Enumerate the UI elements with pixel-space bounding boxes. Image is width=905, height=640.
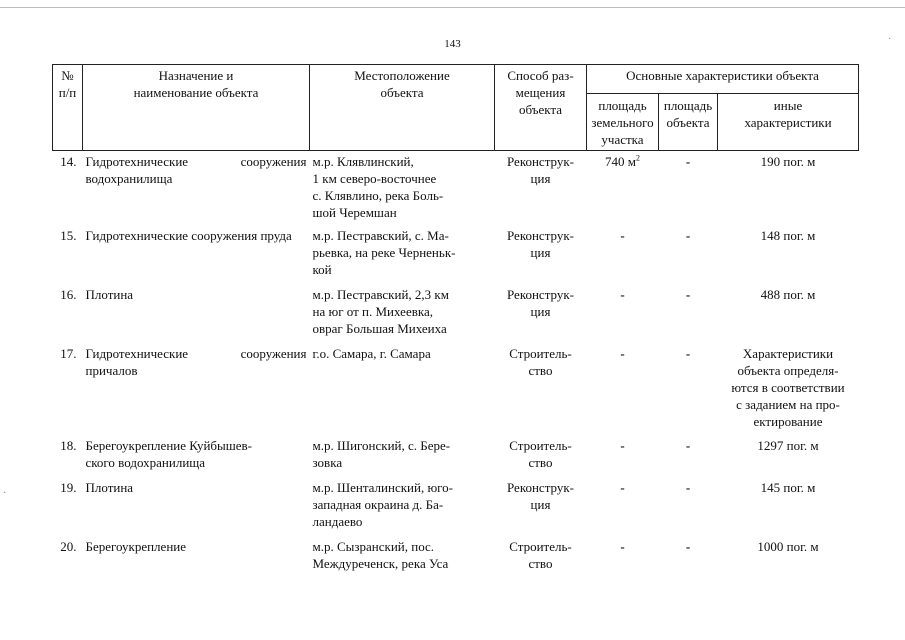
row-object-area: - xyxy=(685,287,691,302)
row-name: Гидротехнические сооружения причалов xyxy=(85,346,307,378)
row-location: м.р. Шенталинский, юго- западная окраина д. Ба- ландаево xyxy=(312,480,453,529)
scan-speck: · xyxy=(3,488,7,499)
row-name: Гидротехнические сооружения водохранилища xyxy=(85,154,307,186)
row-location: м.р. Пестравский, с. Ма- рьевка, на реке Черненьк- кой xyxy=(312,228,456,277)
table-row xyxy=(53,286,859,345)
row-object-area: - xyxy=(685,539,691,554)
row-location: г.о. Самара, г. Самара xyxy=(312,346,431,361)
header-method: Способ раз- мещения объекта xyxy=(495,65,587,151)
header-location: Местоположение объекта xyxy=(310,65,495,151)
row-other: 148 пог. м xyxy=(760,228,816,243)
row-location: м.р. Пестравский, 2,3 км на юг от п. Михеевка, овраг Большая Михеиха xyxy=(312,287,449,336)
row-land-area: - xyxy=(620,539,625,554)
row-location: м.р. Клявлинский, 1 км северо-восточнее с. Клявлино, река Боль- шой Черемшан xyxy=(312,154,444,220)
header-name: Назначение и наименование объекта xyxy=(83,65,310,151)
header-object-area: площадь объекта xyxy=(659,94,718,151)
objects-table xyxy=(52,64,859,572)
table-row xyxy=(53,151,859,228)
table-row xyxy=(53,345,859,437)
row-name: Плотина xyxy=(85,480,134,495)
row-land-area: - xyxy=(620,228,625,243)
row-land-area: - xyxy=(620,287,625,302)
row-name: Берегоукрепление Куйбышев- ского водохранилища xyxy=(85,438,252,470)
row-number: 16. xyxy=(60,287,77,302)
row-other: Характеристики объекта определя- ются в соответствии с заданием на про- ектирование xyxy=(731,346,845,429)
row-method: Реконструк- ция xyxy=(506,480,575,512)
row-land-area: - xyxy=(620,346,625,361)
table-row xyxy=(53,227,859,286)
row-method: Реконструк- ция xyxy=(506,154,575,186)
row-object-area: - xyxy=(685,154,691,169)
row-method: Строитель- ство xyxy=(509,438,572,470)
row-number: 17. xyxy=(60,346,77,361)
row-land-area: - xyxy=(620,480,625,495)
header-characteristics: Основные характеристики объекта xyxy=(587,65,859,94)
row-name: Плотина xyxy=(85,287,134,302)
table-row xyxy=(53,538,859,572)
row-other: 488 пог. м xyxy=(760,287,816,302)
row-land-area: - xyxy=(620,438,625,453)
table-header xyxy=(53,65,859,151)
row-object-area: - xyxy=(685,480,691,495)
page-number: 143 xyxy=(444,38,461,50)
row-name: Гидротехнические сооружения пруда xyxy=(85,228,292,243)
table-row xyxy=(53,437,859,479)
row-other: 190 пог. м xyxy=(760,154,816,169)
row-other: 1000 пог. м xyxy=(757,539,819,554)
page-top-border xyxy=(0,7,905,8)
header-other: иные характеристики xyxy=(718,94,859,151)
unit-superscript: 2 xyxy=(635,153,640,163)
row-number: 14. xyxy=(60,154,77,169)
row-location: м.р. Сызранский, пос. Междуреченск, река Уса xyxy=(312,539,449,571)
row-number: 15. xyxy=(60,228,77,243)
row-method: Строитель- ство xyxy=(509,346,572,378)
row-method: Реконструк- ция xyxy=(506,228,575,260)
row-other: 1297 пог. м xyxy=(757,438,819,453)
row-method: Строитель- ство xyxy=(509,539,572,571)
header-land-area: площадь земельного участка xyxy=(587,94,659,151)
row-method: Реконструк- ция xyxy=(506,287,575,319)
table-body xyxy=(53,151,859,573)
table-row xyxy=(53,479,859,538)
row-object-area: - xyxy=(685,228,691,243)
header-number: № п/п xyxy=(53,65,83,151)
row-number: 20. xyxy=(60,539,77,554)
scan-speck: · xyxy=(888,34,892,45)
row-land-area: 740 $м^2$ xyxy=(605,153,640,169)
row-object-area: - xyxy=(685,438,691,453)
row-location: м.р. Шигонский, с. Бере- зовка xyxy=(312,438,451,470)
row-number: 19. xyxy=(60,480,77,495)
row-number: 18. xyxy=(60,438,77,453)
row-object-area: - xyxy=(685,346,691,361)
row-name: Берегоукрепление xyxy=(85,539,187,554)
row-other: 145 пог. м xyxy=(760,480,816,495)
